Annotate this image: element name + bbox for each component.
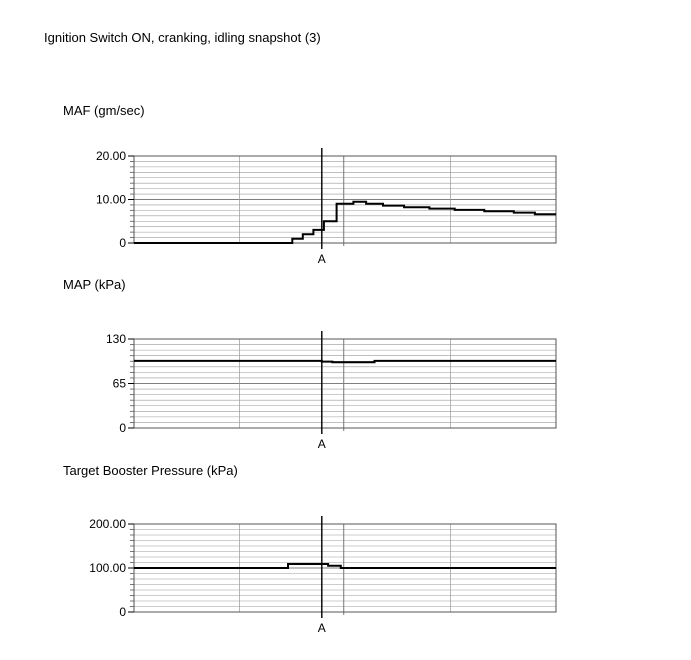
marker-label-a: A [317, 252, 326, 266]
y-tick-label: 0 [119, 605, 126, 619]
y-tick-label: 100.00 [89, 561, 126, 575]
y-tick-label: 0 [119, 236, 126, 250]
y-tick-label: 65 [112, 376, 126, 391]
y-tick-label: 0 [119, 421, 126, 435]
series-line [134, 202, 556, 243]
marker-label-a: A [317, 437, 326, 451]
y-tick-label: 200.00 [89, 517, 126, 531]
series-line [134, 564, 556, 568]
chart-title-map: MAP (kPa) [63, 277, 126, 292]
page-title: Ignition Switch ON, cranking, idling snapshot (3) [44, 30, 321, 45]
y-tick-label: 10.00 [95, 192, 126, 207]
y-tick-label: 20.00 [95, 149, 126, 163]
chart-title-maf: MAF (gm/sec) [63, 103, 145, 118]
chart-title-target-booster: Target Booster Pressure (kPa) [63, 463, 238, 478]
y-tick-label: 130 [105, 332, 126, 346]
marker-label-a: A [317, 621, 326, 635]
